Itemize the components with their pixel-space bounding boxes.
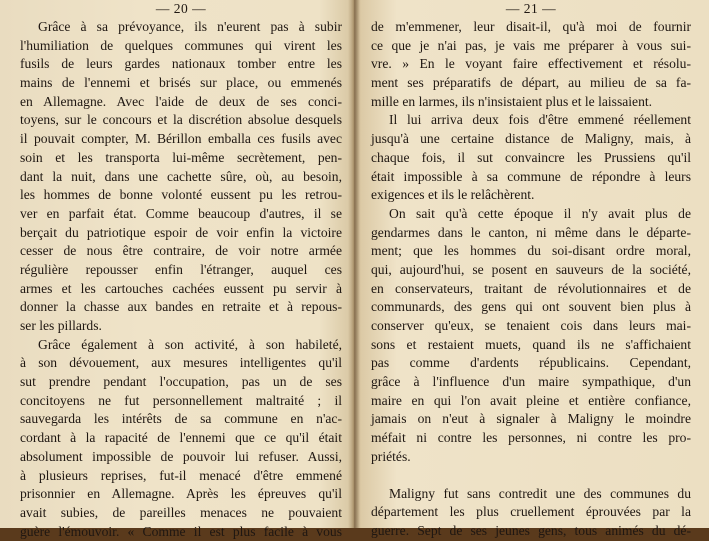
text-line: département les plus cruellement éprouvées par la xyxy=(371,504,691,520)
text-line: de m'emmener, leur disait-il, qu'à moi de fournir xyxy=(371,19,691,34)
text-line: ce que je n'ai pas, je vais me préparer à vous sui- xyxy=(371,37,691,53)
text-line: On sait qu'à cette époque il n'y avait plus de xyxy=(389,205,691,221)
page-number: — 20 — xyxy=(155,1,207,16)
text-line: cesser de nous être contraire, de voir notre armée xyxy=(20,243,342,259)
text-line: pas comme d'ardents républicains. Cependant, xyxy=(371,355,691,371)
text-block xyxy=(20,18,342,541)
text-line: les hommes de bonne volonté eussent pu les retrou- xyxy=(20,187,342,203)
text-line: toyens, sur le concours et la discrétion absolue desquels xyxy=(20,112,342,128)
text-line: régulière repousser enfin l'étranger, auquel ces xyxy=(20,261,342,277)
text-line: mains de l'ennemi et brisés sur place, ou emmenés xyxy=(20,75,342,91)
text-line: grâce à l'influence d'un maire sympathique, d'un xyxy=(371,374,691,390)
text-line: à plusieurs reprises, fut-il menacé d'être emmené xyxy=(20,467,342,483)
text-line: ver en parfait état. Comme beaucoup d'autres, il se xyxy=(20,205,342,221)
text-line: qui, aujourd'hui, se posent en sauveurs de la société, xyxy=(371,261,691,277)
text-line: jamais on n'eut à signaler à Maligny le moindre xyxy=(371,411,691,427)
text-line: chaque fois, il sut convaincre les Prussiens qu'il xyxy=(371,149,691,165)
text-line: il pouvait compter, M. Bérillon emballa ces fusils avec xyxy=(20,131,342,147)
text-line: soin et les transporta lui-même secrètement, pen- xyxy=(20,149,342,165)
text-line: Grâce à sa prévoyance, ils n'eurent pas à subir xyxy=(38,19,342,34)
text-line: gendarmes dans le canton, ni même dans le départe- xyxy=(371,224,691,240)
text-line: était impossible à sa commune de répondre à leurs xyxy=(371,168,691,184)
right-page xyxy=(371,0,691,538)
text-line: communards, des gens qui ont souvent bien plus à xyxy=(371,299,691,315)
text-line: concitoyens ne fut personnellement maltraité ; il xyxy=(20,392,342,408)
text-line: fusils de leurs gardes nationaux tomber entre les xyxy=(20,56,342,72)
text-line: prisonnier en Allemagne. Après les épreuves qu'il xyxy=(20,486,342,502)
text-line: vre. » En le voyant faire effectivement et résolu- xyxy=(371,56,691,72)
text-line: jusqu'à une certaine distance de Maligny, mais, à xyxy=(371,131,691,147)
text-line: donner la chasse aux bandes en retraite et à repous- xyxy=(20,299,342,315)
book-gutter xyxy=(348,0,360,528)
text-line: en Allemagne. Avec l'aide de deux de ses conci- xyxy=(20,93,342,109)
text-line: avait subies, de pareilles menaces ne pouvaient xyxy=(20,504,342,520)
text-line: en conservateurs, traitant de révolutionnaires et de xyxy=(371,280,691,296)
text-line: cordant à la rapacité de l'ennemi que ce qu'il était xyxy=(20,430,342,446)
text-line: priétés. xyxy=(371,448,411,464)
text-line: méfait ni contre les personnes, ni contre les pro- xyxy=(371,430,691,446)
text-line: mille en larmes, ils n'insistaient plus et le laissaient. xyxy=(371,93,653,109)
text-line: sauvegarda les intérêts de sa commune en n'ac- xyxy=(20,411,342,427)
text-line: à son dévouement, aux mesures intelligentes qu'il xyxy=(20,355,342,371)
left-page xyxy=(20,0,342,539)
text-line: sons et restaient muets, quand ils ne s'affichaient xyxy=(371,336,691,352)
text-line: armes et les cartouches cachées eussent pu servir à xyxy=(20,280,342,296)
text-line: exigences et ils le relâchèrent. xyxy=(371,187,535,203)
text-line: Il lui arriva deux fois d'être emmené réellement xyxy=(389,112,691,128)
text-line: sut prendre pendant l'occupation, pas un de ses xyxy=(20,374,342,390)
paragraph-gap xyxy=(371,467,691,485)
text-line: Grâce également à son activité, à son habileté, xyxy=(38,336,342,352)
text-line: berçait du patriotique espoir de voir enfin la victoire xyxy=(20,224,342,240)
text-line: ser les pillards. xyxy=(20,318,102,333)
text-line: absolument impossible de pouvoir lui refuser. Aussi, xyxy=(20,448,342,464)
text-block xyxy=(371,18,691,541)
text-line: l'humiliation de quelques communes qui virent les xyxy=(20,37,342,53)
text-line: maire en qui l'on avait pleine et entière confiance, xyxy=(371,392,691,408)
text-line: ment ses préparatifs de départ, au milieu de sa fa- xyxy=(371,75,691,91)
text-line: ment; que les hommes du soi-disant ordre moral, xyxy=(371,243,691,259)
text-line: conserver qu'eux, se tenaient cois dans leurs mai- xyxy=(371,318,691,333)
text-line: dant la nuit, dans une cachette sûre, où, au besoin, xyxy=(20,168,342,184)
text-line: guerre. Sept de ses jeunes gens, tous animés du dé- xyxy=(371,522,691,538)
text-line: Maligny fut sans contredit une des communes du xyxy=(389,485,691,501)
text-line: guère l'émouvoir. « Comme il est plus facile à vous xyxy=(20,523,342,539)
page-number: — 21 — xyxy=(505,1,557,16)
